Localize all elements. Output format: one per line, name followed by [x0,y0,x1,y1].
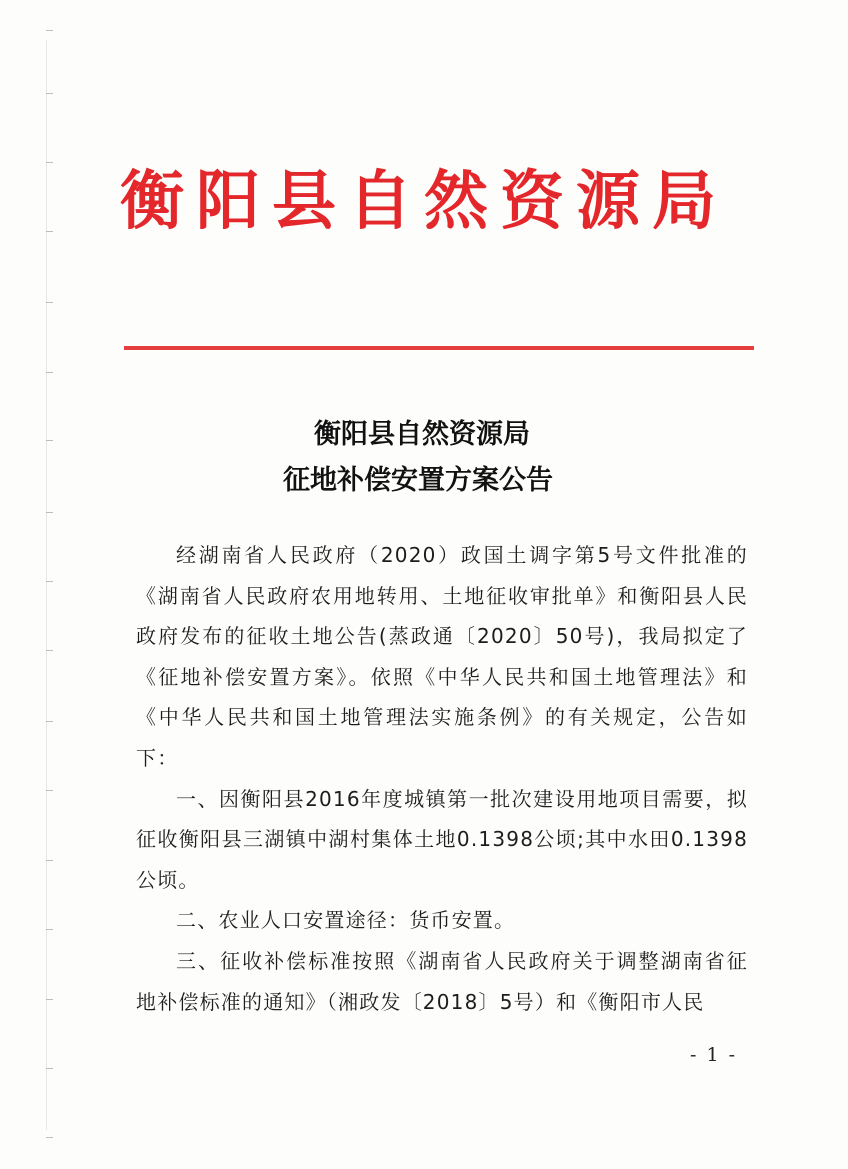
document-body [136,535,748,1022]
scan-margin-tick [46,999,53,1000]
scan-margin-tick [46,30,53,31]
scan-margin-tick [46,512,53,513]
scan-margin-tick [46,721,53,722]
scan-margin-tick [46,650,53,651]
document-title-line-2: 征地补偿安置方案公告 [283,465,553,496]
scan-margin-tick [46,93,53,94]
body-paragraph: 二、农业人口安置途径：货币安置。 [176,908,516,933]
scan-margin-tick [46,1068,53,1069]
body-paragraph: 三、征收补偿标准按照《湖南省人民政府关于调整湖南省征地补偿标准的通知》（湘政发〔2018〕5号）和《衡阳市人民 [136,948,748,1014]
scan-margin-tick [46,581,53,582]
scan-margin-tick [46,790,53,791]
scan-margin-tick [46,860,53,861]
body-paragraph: 一、因衡阳县2016年度城镇第一批次建设用地项目需要，拟征收衡阳县三湖镇中湖村集体土地0.1398公顷;其中水田0.1398公顷。 [136,786,748,892]
red-separator-line [124,346,754,350]
scan-margin-tick [46,929,53,930]
scan-margin-tick [46,1137,53,1138]
scan-margin-tick [46,302,53,303]
page-number: - 1 - [690,1044,738,1066]
scan-margin-tick [46,372,53,373]
document-title-line-1: 衡阳县自然资源局 [314,419,530,450]
issuer-heading: 衡阳县自然资源局 [120,164,728,239]
body-paragraph: 经湖南省人民政府（2020）政国土调字第5号文件批准的《湖南省人民政府农用地转用、土地征收审批单》和衡阳县人民政府发布的征收土地公告(蒸政通〔2020〕50号)，我局拟定了《征地补偿安置方案》。依照《中华人民共和国土地管理法》和《中华人民共和国土地管理法实施条例》的有关规定，公告如下： [136,543,748,770]
